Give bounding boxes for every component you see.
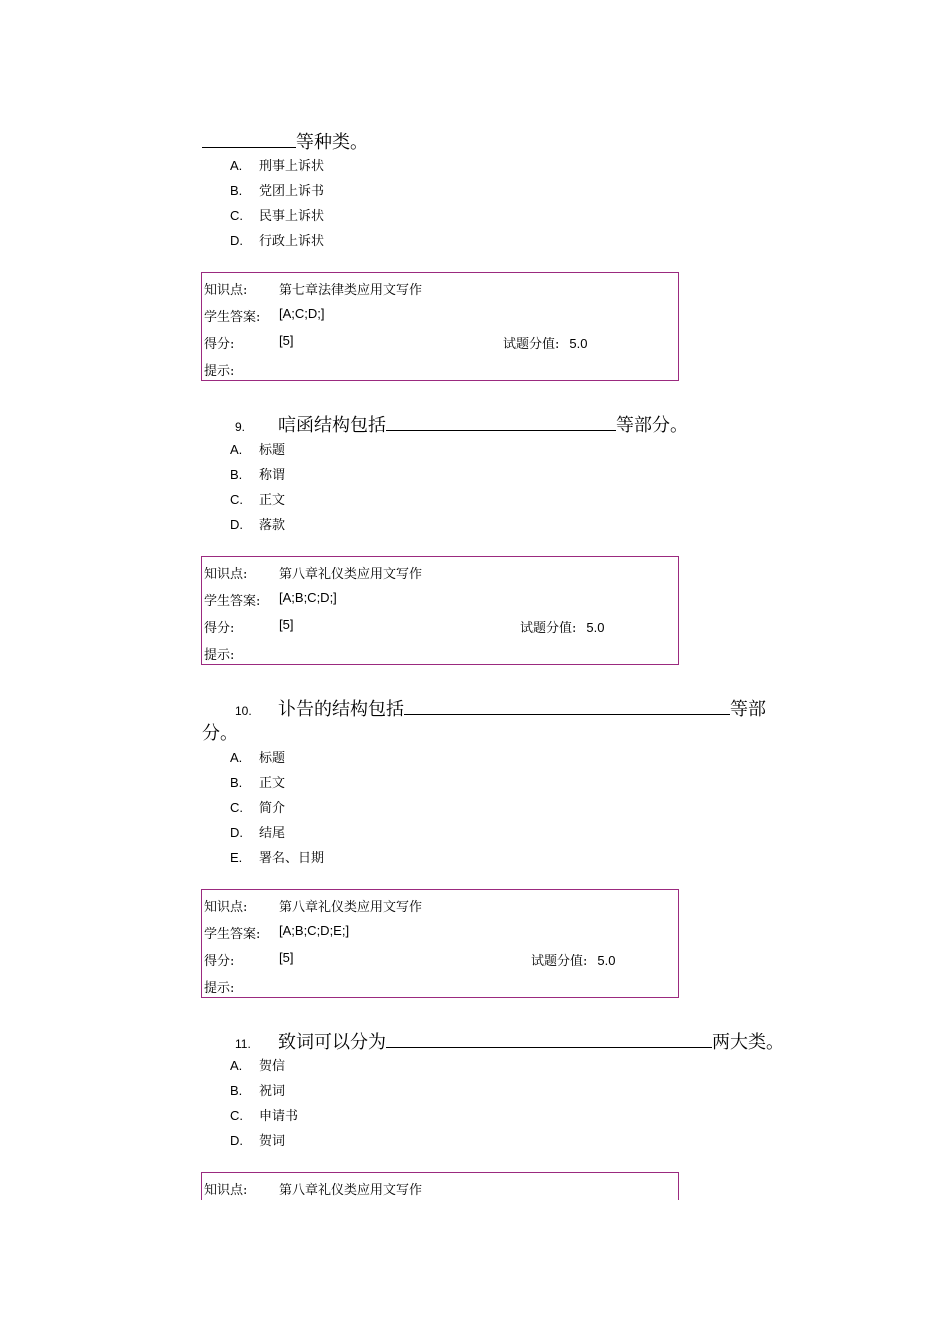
question-points: 试题分值: 5.0 <box>520 620 605 636</box>
student-answer-value: [A;C;D;] <box>279 306 325 321</box>
q8-option-a: A. 刑事上诉状 <box>230 158 325 174</box>
q10-option-d: D. 结尾 <box>230 825 286 841</box>
student-answer-value: [A;B;C;D;E;] <box>279 923 350 938</box>
score-label: 得分: <box>204 954 235 969</box>
answer-blank <box>386 1031 712 1048</box>
q8-stem-tail: 等种类。 <box>202 128 368 154</box>
q10-option-c: C. 简介 <box>230 800 286 816</box>
q10-stem: 10. 讣告的结构包括 等部 <box>235 699 766 720</box>
answer-blank <box>404 698 730 715</box>
q8-option-d: D. 行政上诉状 <box>230 233 325 249</box>
knowledge-point-label: 知识点: <box>204 1183 248 1198</box>
q9-stem: 9. 唁函结构包括 等部分。 <box>235 415 688 436</box>
score-value: [5] <box>279 333 294 348</box>
q11-option-d: D. 贺词 <box>230 1133 286 1149</box>
q10-stem-continued: 分。 <box>202 723 238 744</box>
q8-result-box <box>201 272 679 381</box>
student-answer-value: [A;B;C;D;] <box>279 590 337 605</box>
q11-number: 11. <box>235 1037 251 1051</box>
q10-result-box <box>201 889 679 998</box>
knowledge-point-value: 第八章礼仪类应用文写作 <box>279 567 423 582</box>
q8-option-b: B. 党团上诉书 <box>230 183 325 199</box>
q11-stem: 11. 致词可以分为 两大类。 <box>235 1032 784 1053</box>
q9-option-d: D. 落款 <box>230 517 286 533</box>
answer-blank <box>202 131 296 148</box>
hint-label: 提示: <box>204 981 235 996</box>
question-points: 试题分值: 5.0 <box>503 336 588 352</box>
student-answer-label: 学生答案: <box>204 310 261 325</box>
score-label: 得分: <box>204 337 235 352</box>
hint-label: 提示: <box>204 648 235 663</box>
q9-option-a: A. 标题 <box>230 442 286 458</box>
q9-option-c: C. 正文 <box>230 492 286 508</box>
knowledge-point-label: 知识点: <box>204 283 248 298</box>
answer-blank <box>386 414 616 431</box>
score-value: [5] <box>279 617 294 632</box>
score-label: 得分: <box>204 621 235 636</box>
knowledge-point-label: 知识点: <box>204 900 248 915</box>
knowledge-point-value: 第八章礼仪类应用文写作 <box>279 1183 423 1198</box>
q9-result-box <box>201 556 679 665</box>
knowledge-point-label: 知识点: <box>204 567 248 582</box>
question-points: 试题分值: 5.0 <box>531 953 616 969</box>
q11-result-box <box>201 1172 679 1200</box>
knowledge-point-value: 第七章法律类应用文写作 <box>279 283 423 298</box>
q10-option-e: E. 署名、日期 <box>230 850 325 866</box>
score-value: [5] <box>279 950 294 965</box>
q11-option-b: B. 祝词 <box>230 1083 286 1099</box>
q11-option-a: A. 贺信 <box>230 1058 286 1074</box>
q10-option-a: A. 标题 <box>230 750 286 766</box>
student-answer-label: 学生答案: <box>204 594 261 609</box>
q8-option-c: C. 民事上诉状 <box>230 208 325 224</box>
q9-option-b: B. 称谓 <box>230 467 286 483</box>
student-answer-label: 学生答案: <box>204 927 261 942</box>
q10-option-b: B. 正文 <box>230 775 286 791</box>
q9-number: 9. <box>235 420 246 434</box>
q10-number: 10. <box>235 704 252 718</box>
hint-label: 提示: <box>204 364 235 379</box>
q11-option-c: C. 申请书 <box>230 1108 299 1124</box>
knowledge-point-value: 第八章礼仪类应用文写作 <box>279 900 423 915</box>
